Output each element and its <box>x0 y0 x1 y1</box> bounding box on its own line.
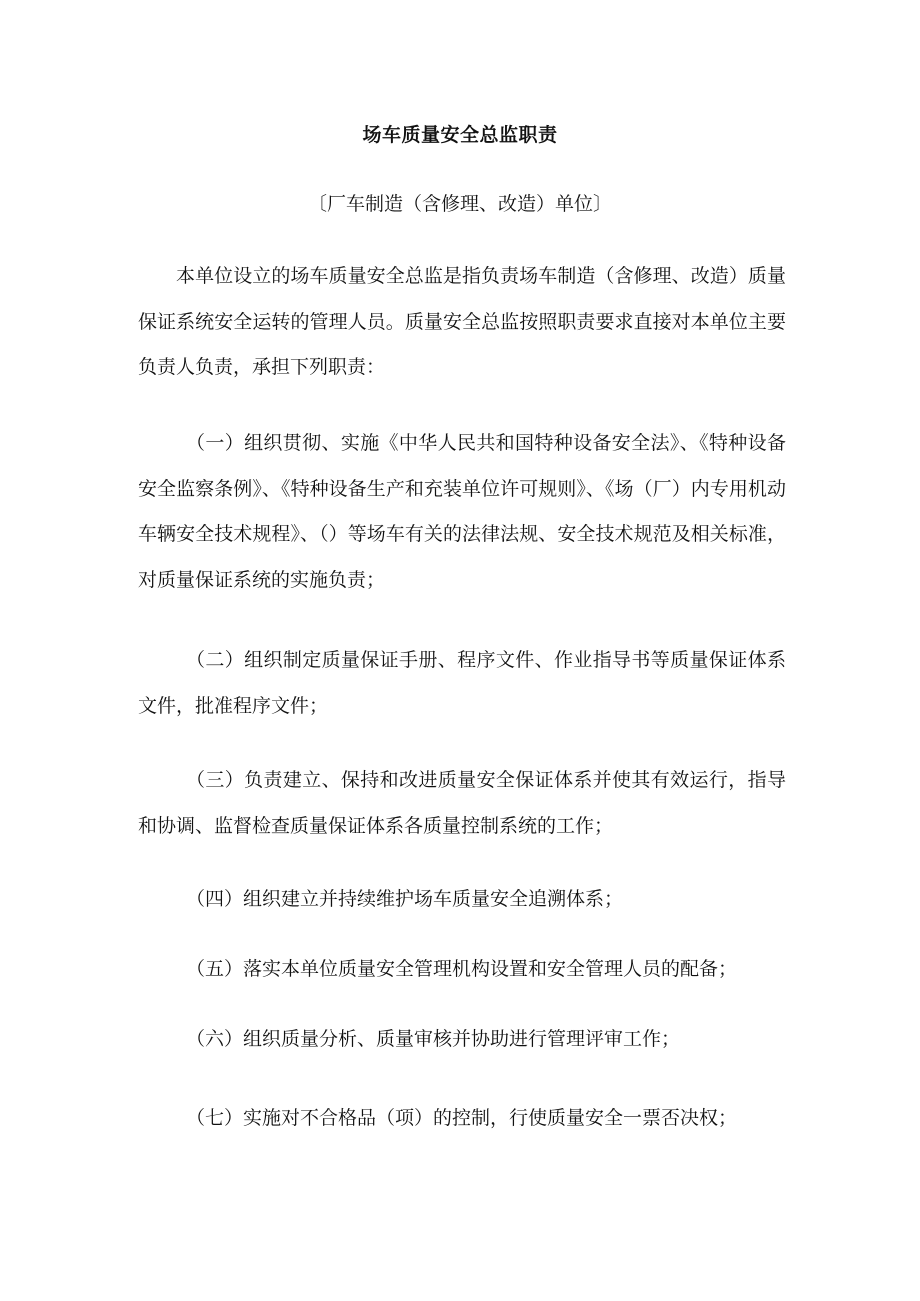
duty-item-3: （三）负责建立、保持和改进质量安全保证体系并使其有效运行，指导和协调、监督检查质量保证体系各质量控制系统的工作； <box>138 769 786 837</box>
duty-item-2: （二）组织制定质量保证手册、程序文件、作业指导书等质量保证体系文件，批准程序文件； <box>138 649 786 717</box>
document-title: 场车质量安全总监职责 <box>362 124 558 146</box>
intro-paragraph: 本单位设立的场车质量安全总监是指负责场车制造（含修理、改造）质量保证系统安全运转的管理人员。质量安全总监按照职责要求直接对本单位主要负责人负责，承担下列职责： <box>138 265 786 378</box>
duty-item-1: （一）组织贯彻、实施《中华人民共和国特种设备安全法》、《特种设备安全监察条例》、《特种设备生产和充装单位许可规则》、《场（厂）内专用机动车辆安全技术规程》、（）等场车有关的法律法规、安全技术规范及相关标准，对质量保证系统的实施负责； <box>138 432 786 591</box>
duty-item-6: （六）组织质量分析、质量审核并协助进行管理评审工作； <box>186 1028 681 1050</box>
duty-item-5: （五）落实本单位质量安全管理机构设置和安全管理人员的配备； <box>186 958 738 980</box>
document-subtitle: 〔厂车制造（含修理、改造）单位〕 <box>307 193 612 215</box>
duty-item-7: （七）实施对不合格品（项）的控制，行使质量安全一票否决权； <box>186 1107 738 1129</box>
duty-item-4: （四）组织建立并持续维护场车质量安全追溯体系； <box>186 888 624 910</box>
